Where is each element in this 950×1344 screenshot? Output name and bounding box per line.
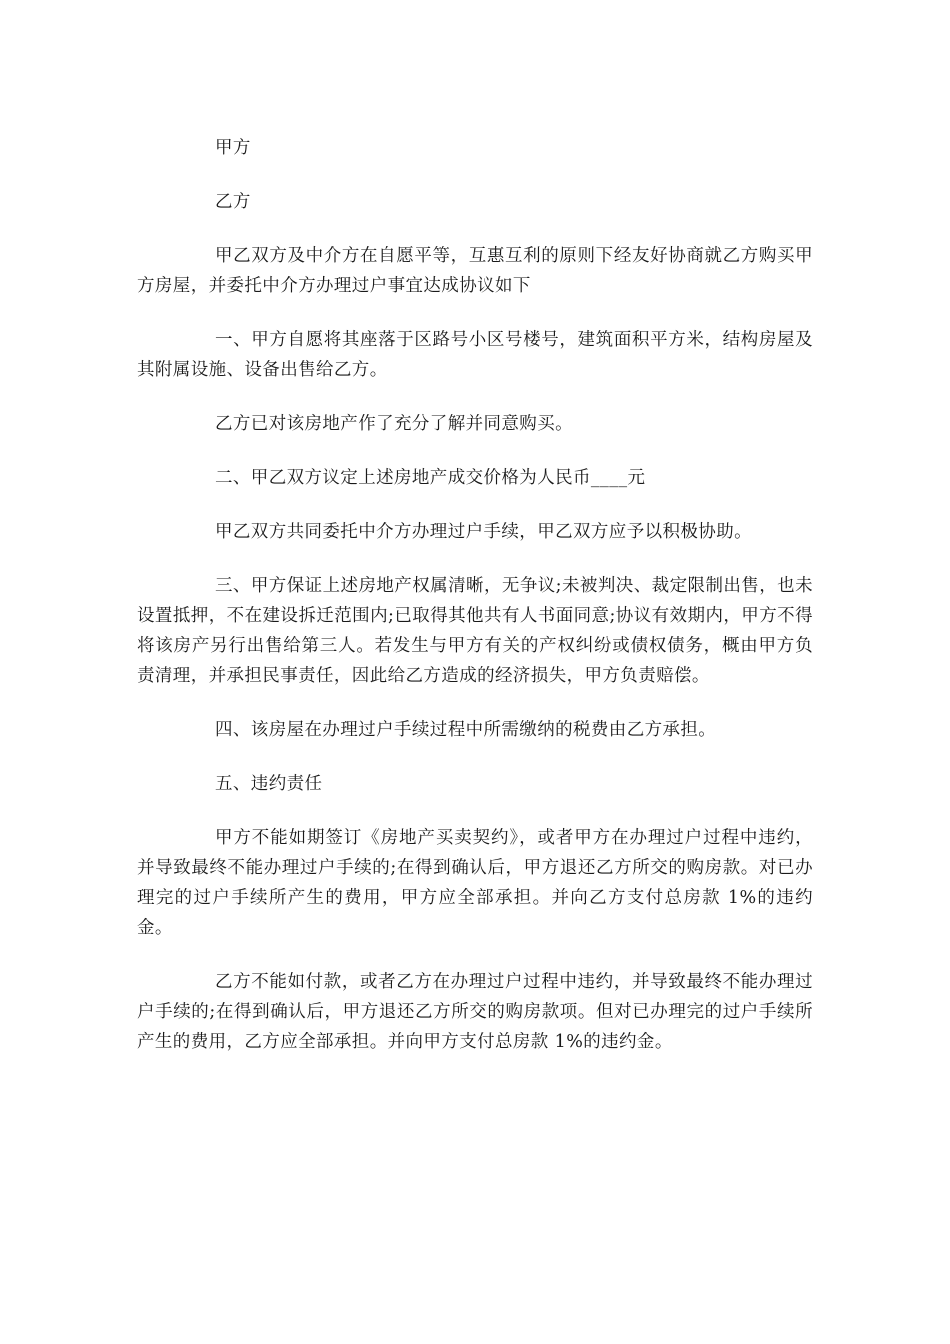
party-a-label: 甲方 (215, 138, 251, 158)
party-b-label: 乙方 (215, 192, 251, 212)
clause-5-party-a-paragraph: 甲方不能如期签订《房地产买卖契约》，或者甲方在办理过户过程中违约，并导致最终不能办理过户手续的;在得到确认后，甲方退还乙方所交的购房款。对已办理完的过户手续所产生的费用，甲方应全部承担。并向乙方支付总房款 1%的违约金。 (137, 828, 813, 938)
clause-1-note-paragraph: 乙方已对该房地产作了充分了解并同意购买。 (215, 414, 573, 434)
document-body (137, 133, 813, 1081)
clause-4-paragraph: 四、该房屋在办理过户手续过程中所需缴纳的税费由乙方承担。 (215, 720, 717, 740)
clause-2-paragraph: 二、甲乙双方议定上述房地产成交价格为人民币____元 (215, 468, 646, 488)
clause-3-paragraph: 三、甲方保证上述房地产权属清晰，无争议;未被判决、裁定限制出售，也未设置抵押，不在建设拆迁范围内;已取得其他共有人书面同意;协议有效期内，甲方不得将该房产另行出售给第三人。若发生与甲方有关的产权纠纷或债权债务，概由甲方负责清理，并承担民事责任，因此给乙方造成的经济损失，甲方负责赔偿。 (137, 576, 813, 686)
clause-5-heading: 五、违约责任 (215, 774, 323, 794)
preamble-paragraph: 甲乙双方及中介方在自愿平等，互惠互利的原则下经友好协商就乙方购买甲方房屋，并委托中介方办理过户事宜达成协议如下 (137, 246, 813, 296)
clause-5-party-b-paragraph: 乙方不能如付款，或者乙方在办理过户过程中违约，并导致最终不能办理过户手续的;在得到确认后，甲方退还乙方所交的购房款项。但对已办理完的过户手续所产生的费用，乙方应全部承担。并向甲方支付总房款 1%的违约金。 (137, 972, 813, 1052)
clause-2-note-paragraph: 甲乙双方共同委托中介方办理过户手续，甲乙双方应予以积极协助。 (215, 522, 752, 542)
clause-1-paragraph: 一、甲方自愿将其座落于区路号小区号楼号，建筑面积平方米，结构房屋及其附属设施、设备出售给乙方。 (137, 330, 813, 380)
